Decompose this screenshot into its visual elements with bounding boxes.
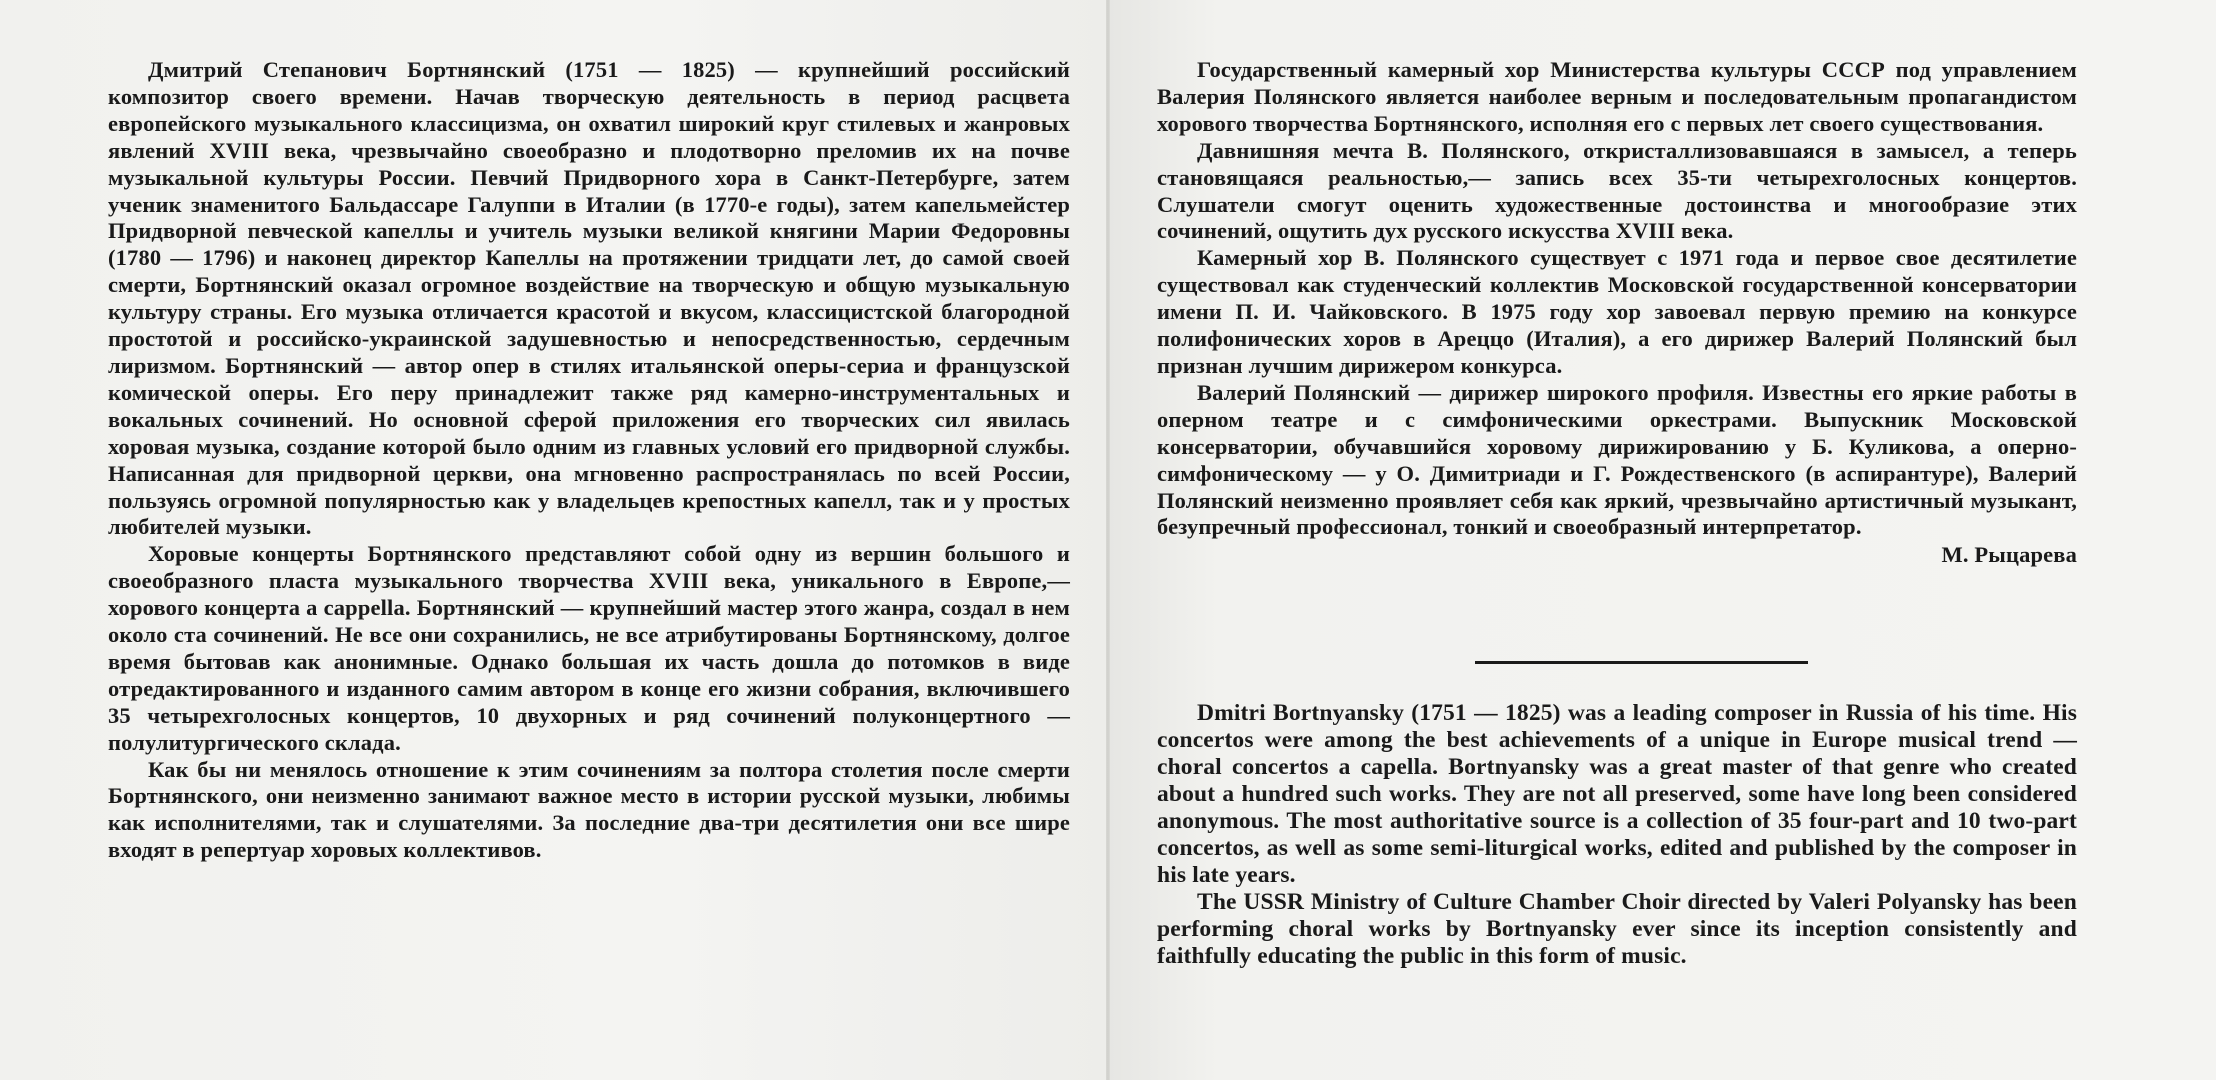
page-fold <box>1106 0 1110 1080</box>
right-column-russian-text <box>1157 57 2077 568</box>
english-paragraph-1: Dmitri Bortnyansky (1751 — 1825) was a leading composer in Russia of his time. His concertos were among the best achievements of a unique in Europe musical trend — choral concertos a capella. Bortnyansky was a great master of that genre who created about a hundred such works. They are not all preserved, some have long been considered anonymous. The most authoritative source is a collection of 35 four-part and 10 two-part concertos, as well as some semi-liturgical works, edited and published by the composer in his late years. <box>1157 700 2077 888</box>
author-signature: М. Рыцарева <box>1941 542 2077 568</box>
section-divider <box>1475 661 1808 664</box>
left-column-text <box>108 57 1070 864</box>
english-paragraph-2: The USSR Ministry of Culture Chamber Choir directed by Valeri Polyansky has been performing choral works by Bortnyansky ever since its inception consistently and faithfully educating the public in this form of music. <box>1157 889 2077 969</box>
left-paragraph-1: Дмитрий Степанович Бортнянский (1751 — 1825) — крупнейший российский композитор своего времени. Начав творческую деятельность в период расцвета европейского музыкального классицизма, он охватил широкий круг стилевых и жанровых явлений XVIII века, чрезвычайно своеобразно и плодотворно преломив их на почве музыкальной культуры России. Певчий Придворного хора в Санкт-Петербурге, затем ученик знаменитого Бальдассаре Галуппи в Италии (в 1770-е годы), затем капельмейстер Придворной певческой капеллы и учитель музыки великой княгини Марии Федоровны (1780 — 1796) и наконец директор Капеллы на протяжении тридцати лет, до самой своей смерти, Бортнянский оказал огромное воздействие на творческую и общую музыкальную культуру страны. Его музыка отличается красотой и вкусом, классицистской благородной простотой и российско-украинской задушевностью и непосредственностью, сердечным лиризмом. Бортнянский — автор опер в стилях итальянской оперы-сериа и французской комической оперы. Его перу принадлежит также ряд камерно-инструментальных и вокальных сочинений. Но основной сферой приложения его творческих сил явилась хоровая музыка, создание которой было одним из главных условий его придворной службы. Написанная для придворной церкви, она мгновенно распространялась по всей России, пользуясь огромной популярностью как у владельцев крепостных капелл, так и у простых любителей музыки. <box>108 57 1070 540</box>
right-column-english-text <box>1157 700 2077 970</box>
left-paragraph-2: Хоровые концерты Бортнянского представляют собой одну из вершин большого и своеобразного пласта музыкального творчества XVIII века, уникального в Европе,— хорового концерта a cappella. Бортнянский — крупнейший мастер этого жанра, создал в нем около ста сочинений. Не все они сохранились, не все атрибутированы Бортнянскому, долгое время бытовав как анонимные. Однако большая их часть дошла до потомков в виде отредактированного и изданного самим автором в конце его жизни собрания, включившего 35 четырехголосных концертов, 10 двухорных и ряд сочинений полуконцертного — полулитургического склада. <box>108 541 1070 755</box>
left-paragraph-3: Как бы ни менялось отношение к этим сочинениям за полтора столетия после смерти Бортнянского, они неизменно занимают важное место в истории русской музыки, любимы как исполнителями, так и слушателями. За последние два-три десятилетия они все шире входят в репертуар хоровых коллективов. <box>108 756 1070 863</box>
right-paragraph-1: Государственный камерный хор Министерства культуры СССР под управлением Валерия Полянского является наиболее верным и последовательным пропагандистом хорового творчества Бортнянского, исполняя его с первых лет своего существования. <box>1157 57 2077 136</box>
right-paragraph-2: Давнишняя мечта В. Полянского, откристаллизовавшаяся в замысел, а теперь становящаяся реальностью,— запись всех 35-ти четырехголосных концертов. Слушатели смогут оценить художественные достоинства и многообразие этих сочинений, ощутить дух русского искусства XVIII века. <box>1157 137 2077 244</box>
right-paragraph-3: Камерный хор В. Полянского существует с 1971 года и первое свое десятилетие существовал как студенческий коллектив Московской государственной консерватории имени П. И. Чайковского. В 1975 году хор завоевал первую премию на конкурсе полифонических хоров в Ареццо (Италия), а его дирижер Валерий Полянский был признан лучшим дирижером конкурса. <box>1157 245 2077 378</box>
right-paragraph-4: Валерий Полянский — дирижер широкого профиля. Известны его яркие работы в оперном театре и с симфоническими оркестрами. Выпускник Московской консерватории, обучавшийся хоровому дирижированию у Б. Куликова, а оперно-симфоническому — у О. Димитриади и Г. Рождественского (в аспирантуре), Валерий Полянский неизменно проявляет себя как яркий, чрезвычайно артистичный музыкант, безупречный профессионал, тонкий и своеобразный интерпретатор. <box>1157 379 2077 540</box>
